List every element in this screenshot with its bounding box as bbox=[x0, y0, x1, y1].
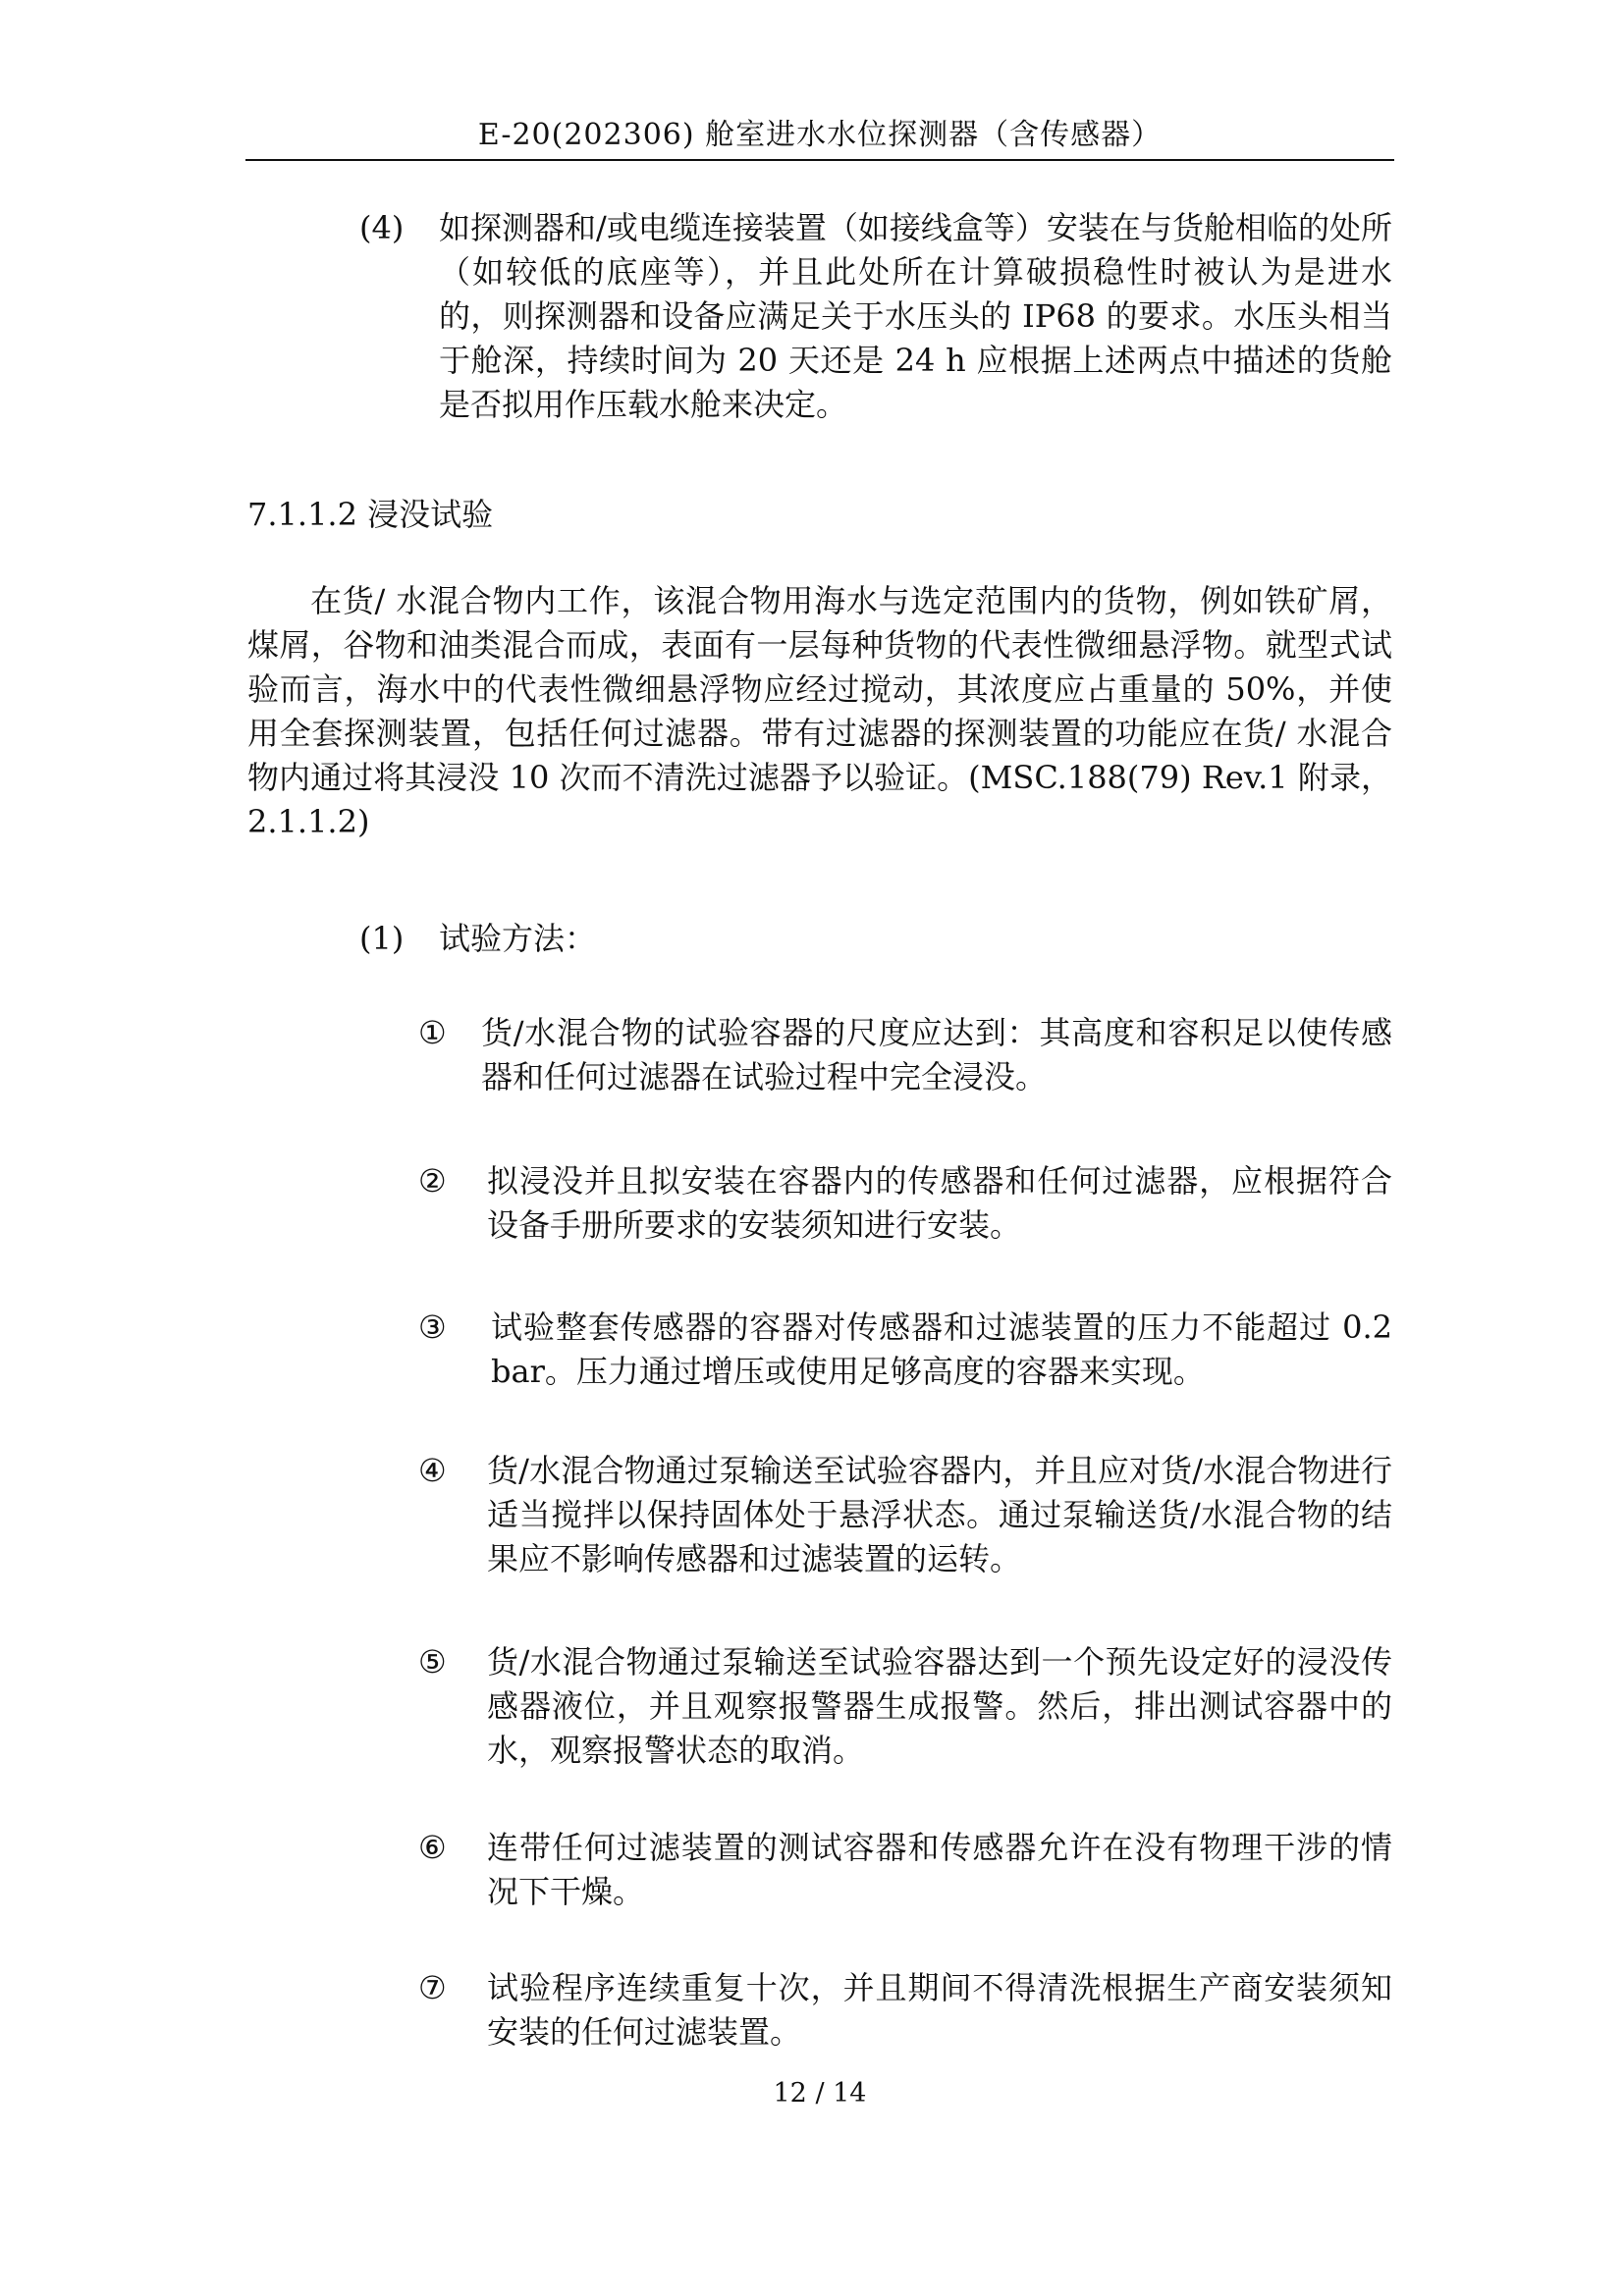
step-item bbox=[418, 1306, 1392, 1394]
test-method-number: (1) bbox=[359, 920, 405, 957]
step-item bbox=[418, 1011, 1392, 1099]
step-marker: ② bbox=[418, 1162, 447, 1200]
step-item bbox=[418, 1449, 1392, 1581]
step-text: 试验程序连续重复十次，并且期间不得清洗根据生产商安装须知安装的任何过滤装置。 bbox=[487, 1969, 1392, 2051]
step-text: 拟浸没并且拟安装在容器内的传感器和任何过滤器，应根据符合设备手册所要求的安装须知进行安装。 bbox=[487, 1162, 1392, 1244]
list-item-text: 如探测器和/或电缆连接装置（如接线盒等）安装在与货舱相临的处所（如较低的底座等），并且此处所在计算破损稳性时被认为是进水的，则探测器和设备应满足关于水压头的 IP68 的要求。水压头相当于舱深，持续时间为 20 天还是 24 h 应根据上述两点中描述的货舱是否拟用作压载水舱来决定。 bbox=[439, 209, 1392, 423]
step-item bbox=[418, 1826, 1392, 1914]
test-method-item bbox=[360, 917, 1392, 961]
step-text: 连带任何过滤装置的测试容器和传感器允许在没有物理干涉的情况下干燥。 bbox=[487, 1829, 1392, 1910]
step-item bbox=[418, 1159, 1392, 1248]
step-marker: ④ bbox=[418, 1452, 447, 1489]
step-text: 货/水混合物的试验容器的尺度应达到：其高度和容积足以使传感器和任何过滤器在试验过程中完全浸没。 bbox=[481, 1014, 1392, 1095]
step-text: 货/水混合物通过泵输送至试验容器内，并且应对货/水混合物进行适当搅拌以保持固体处于悬浮状态。通过泵输送货/水混合物的结果应不影响传感器和过滤装置的运转。 bbox=[487, 1452, 1392, 1577]
section-heading: 7.1.1.2 浸没试验 bbox=[247, 496, 494, 533]
list-item-number: (4) bbox=[359, 209, 405, 246]
section-paragraph: 在货/ 水混合物内工作，该混合物用海水与选定范围内的货物，例如铁矿屑，煤屑，谷物和油类混合而成，表面有一层每种货物的代表性微细悬浮物。就型式试验而言，海水中的代表性微细悬浮物应经过搅动，其浓度应占重量的 50%，并使用全套探测装置，包括任何过滤器。带有过滤器的探测装置的功能应在货/ 水混合物内通过将其浸没 10 次而不清洗过滤器予以验证。(MSC.188(79) Rev.1 附录，2.1.1.2) bbox=[247, 582, 1392, 840]
step-marker: ⑦ bbox=[418, 1969, 447, 2006]
step-item bbox=[418, 1966, 1392, 2055]
step-item bbox=[418, 1640, 1392, 1773]
list-item-4 bbox=[360, 206, 1392, 427]
test-method-label: 试验方法： bbox=[439, 920, 597, 957]
step-marker: ① bbox=[418, 1014, 447, 1051]
step-text: 货/水混合物通过泵输送至试验容器达到一个预先设定好的浸没传感器液位，并且观察报警器生成报警。然后，排出测试容器中的水，观察报警状态的取消。 bbox=[487, 1643, 1392, 1769]
page-number: 12 / 14 bbox=[773, 2078, 867, 2109]
step-marker: ③ bbox=[418, 1308, 447, 1346]
header-rule bbox=[245, 159, 1394, 161]
step-marker: ⑤ bbox=[418, 1643, 447, 1681]
page-header: E-20(202306) 舱室进水水位探测器（含传感器） bbox=[477, 118, 1163, 152]
step-text: 试验整套传感器的容器对传感器和过滤装置的压力不能超过 0.2 bar。压力通过增压或使用足够高度的容器来实现。 bbox=[491, 1308, 1392, 1390]
step-marker: ⑥ bbox=[418, 1829, 447, 1866]
